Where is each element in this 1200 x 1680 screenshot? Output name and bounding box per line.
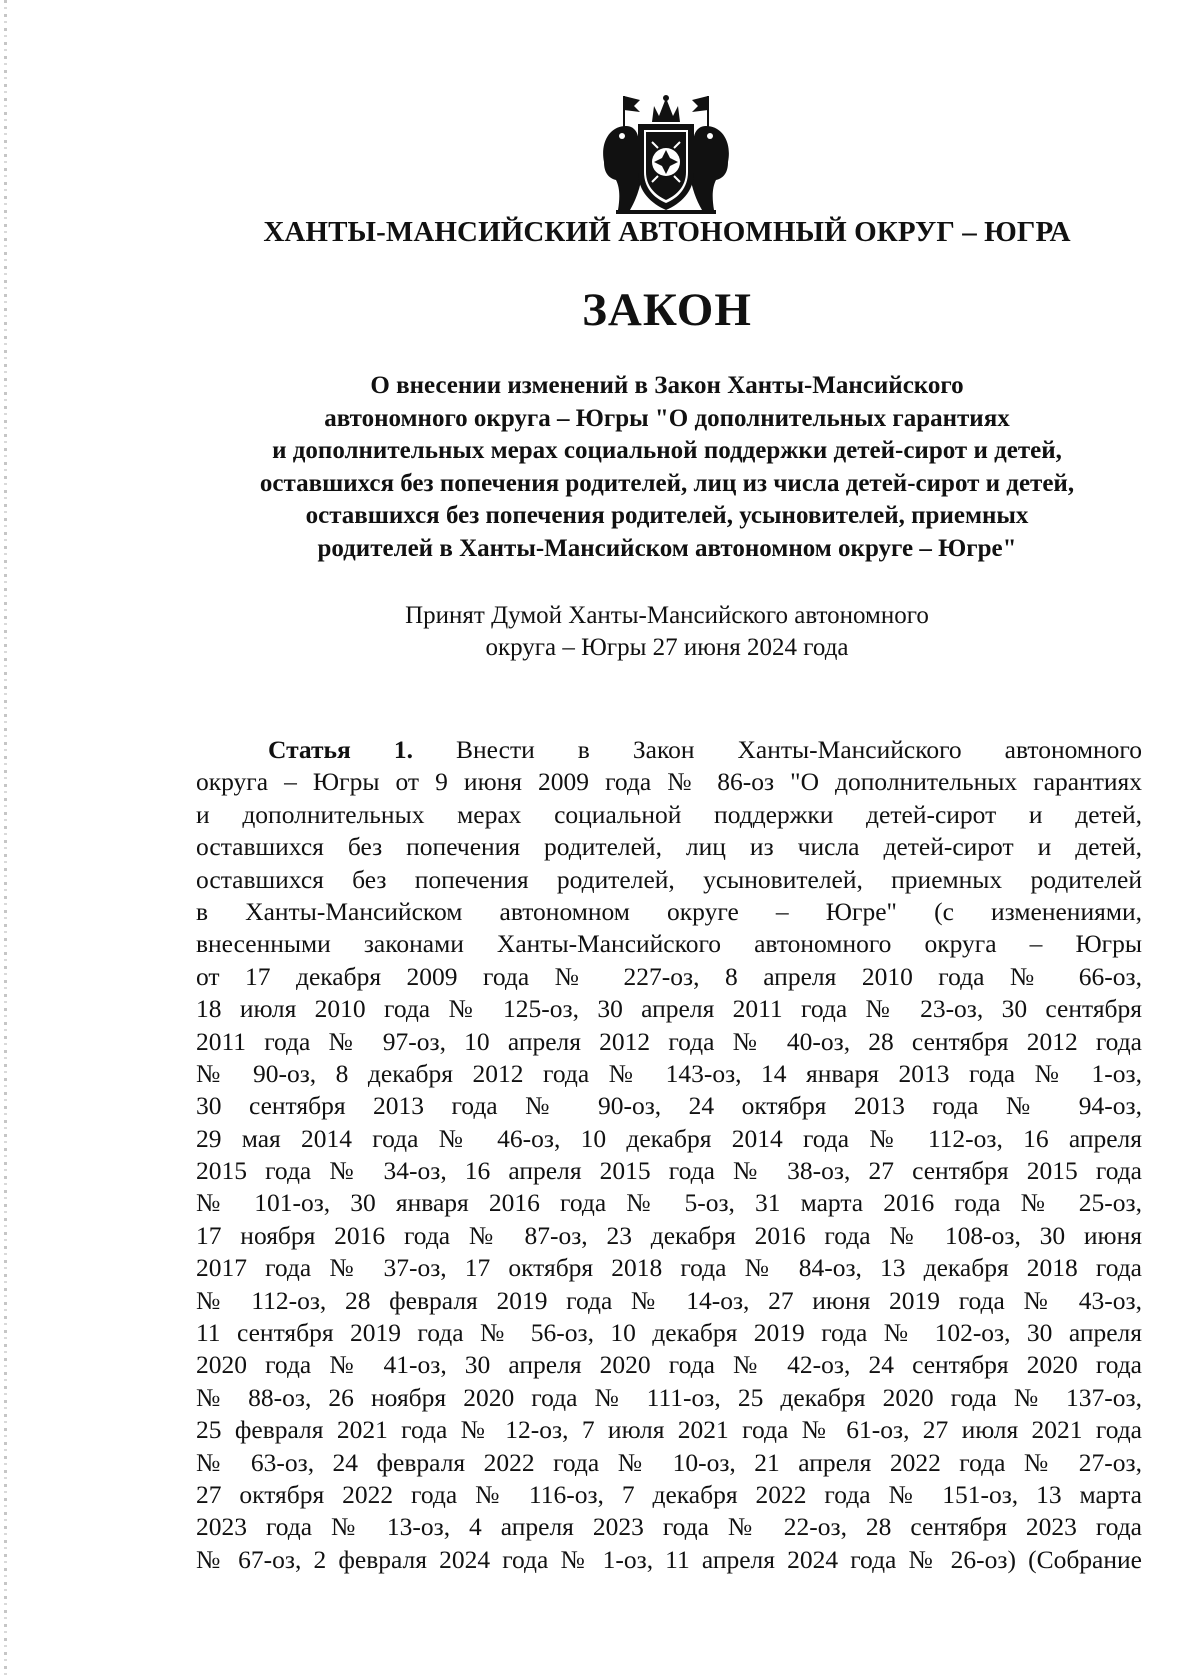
law-title — [190, 370, 1144, 565]
article-line: 27 октября 2022 года № 116-оз, 7 декабря 2022 года № 151-оз, 13 марта — [196, 1479, 1142, 1509]
article-line: 29 мая 2014 года № 46-оз, 10 декабря 2014 года № 112-оз, 16 апреля — [196, 1123, 1142, 1153]
adoption-note-line: округа – Югры 27 июня 2024 года — [485, 634, 849, 661]
adoption-note-line: Принят Думой Ханты-Мансийского автономного — [405, 602, 929, 629]
law-title-line: оставшихся без попечения родителей, лиц из числа детей-сирот и детей, — [259, 469, 1075, 497]
article-line: 2023 года № 13-оз, 4 апреля 2023 года № 22-оз, 28 сентября 2023 года — [196, 1512, 1142, 1542]
article-line: № 88-оз, 26 ноября 2020 года № 111-оз, 25 декабря 2020 года № 137-оз, — [196, 1382, 1142, 1412]
article-line: оставшихся без попечения родителей, усыновителей, приемных родителей — [196, 864, 1142, 894]
law-title-line: родителей в Ханты-Мансийском автономном округе – Югре" — [317, 534, 1017, 562]
article-line: 2011 года № 97-оз, 10 апреля 2012 года № 40-оз, 28 сентября 2012 года — [196, 1026, 1142, 1056]
law-title-line: О внесении изменений в Закон Ханты-Мансийского — [370, 372, 964, 399]
region-heading: ХАНТЫ-МАНСИЙСКИЙ АВТОНОМНЫЙ ОКРУГ – ЮГРА — [263, 216, 1071, 248]
article-1 — [196, 734, 1142, 1576]
article-line: 30 сентября 2013 года № 90-оз, 24 октября 2013 года № 94-оз, — [196, 1091, 1142, 1121]
law-title-line: оставшихся без попечения родителей, усыновителей, приемных — [305, 502, 1029, 529]
article-line: внесенными законами Ханты-Мансийского автономного округа – Югры — [196, 929, 1142, 959]
article-number: Статья 1. — [268, 735, 413, 764]
article-line: 2017 года № 37-оз, 17 октября 2018 года № 84-оз, 13 декабря 2018 года — [196, 1253, 1142, 1283]
article-line: и дополнительных мерах социальной поддержки детей-сирот и детей, — [196, 799, 1142, 829]
coat-of-arms-icon — [596, 92, 736, 216]
article-line: № 101-оз, 30 января 2016 года № 5-оз, 31 марта 2016 года № 25-оз, — [196, 1188, 1142, 1218]
adoption-note — [190, 600, 1144, 664]
article-line: в Ханты-Мансийском автономном округе – Югре" (с изменениями, — [196, 896, 1142, 926]
article-line: 2015 года № 34-оз, 16 апреля 2015 года № 38-оз, 27 сентября 2015 года — [196, 1156, 1142, 1186]
article-line: 17 ноября 2016 года № 87-оз, 23 декабря 2016 года № 108-оз, 30 июня — [196, 1220, 1142, 1250]
law-title-line: автономного округа – Югры "О дополнительных гарантиях — [324, 404, 1010, 432]
article-line: 2020 года № 41-оз, 30 апреля 2020 года № 42-оз, 24 сентября 2020 года — [196, 1350, 1142, 1380]
article-line: оставшихся без попечения родителей, лиц из числа детей-сирот и детей, — [196, 832, 1142, 862]
article-line: 11 сентября 2019 года № 56-оз, 10 декабря 2019 года № 102-оз, 30 апреля — [196, 1318, 1142, 1348]
article-line: № 63-оз, 24 февраля 2022 года № 10-оз, 21 апреля 2022 года № 27-оз, — [196, 1447, 1142, 1477]
law-title-line: и дополнительных мерах социальной поддержки детей-сирот и детей, — [272, 437, 1062, 464]
article-line: округа – Югры от 9 июня 2009 года № 86-оз "О дополнительных гарантиях — [196, 767, 1142, 797]
article-line: № 90-оз, 8 декабря 2012 года № 143-оз, 14 января 2013 года № 1-оз, — [196, 1058, 1142, 1088]
article-line-text: Внести в Закон Ханты-Мансийского автономного — [456, 735, 1142, 764]
article-line: 18 июля 2010 года № 125-оз, 30 апреля 2011 года № 23-оз, 30 сентября — [196, 994, 1142, 1024]
document-type-heading: ЗАКОН — [582, 284, 752, 336]
article-line: № 112-оз, 28 февраля 2019 года № 14-оз, 27 июня 2019 года № 43-оз, — [196, 1285, 1142, 1315]
article-line: 25 февраля 2021 года № 12-оз, 7 июля 2021 года № 61-оз, 27 июля 2021 года — [196, 1415, 1142, 1445]
article-line: № 67-оз, 2 февраля 2024 года № 1-оз, 11 апреля 2024 года № 26-оз) (Собрание — [196, 1544, 1142, 1574]
article-line: от 17 декабря 2009 года № 227-оз, 8 апреля 2010 года № 66-оз, — [196, 961, 1142, 991]
article-line — [196, 734, 1142, 766]
